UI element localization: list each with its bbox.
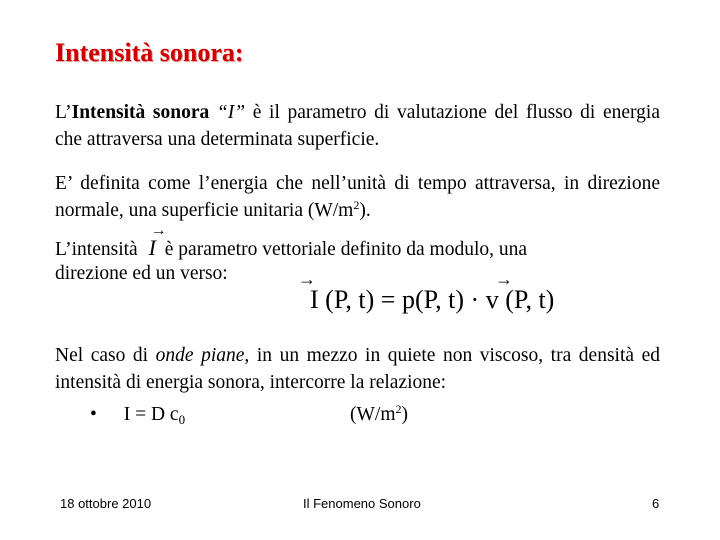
definition-paragraph: L’Intensità sonora “I” è il parametro di valutazione del flusso di energia che attraversa una determinata superficie. <box>55 102 660 150</box>
intensity-formula: → → I (P, t) = p(P, t) · v (P, t) <box>298 269 555 314</box>
bullet-equation: • I = D c0 <box>90 404 186 427</box>
vector-line-2: direzione ed un verso: <box>55 263 228 284</box>
bullet-marker: • <box>90 404 97 425</box>
term-intensita-sonora: Intensità sonora <box>71 102 210 123</box>
vector-arrow-icon: → <box>150 222 167 239</box>
plane-waves-paragraph: Nel caso di onde piane, in un mezzo in quiete non viscoso, tra densità ed intensità di energia sonora, intercorre la relazione: <box>55 345 660 393</box>
vector-i-symbol: → I <box>149 234 156 261</box>
footer-date: 18 ottobre 2010 <box>60 496 152 511</box>
footer-title: Il Fenomeno Sonoro <box>303 496 421 511</box>
symbol-i: “I” <box>216 102 246 123</box>
energy-paragraph: E’ definita come l’energia che nell’unità di tempo attraversa, in direzione normale, una superficie unitaria $(W/m^2)$. <box>55 173 660 221</box>
page-number: 6 <box>652 496 660 511</box>
equation-text: I = D c <box>123 404 179 425</box>
formula-arrow-icon-2: → <box>495 269 513 289</box>
vector-line: L’intensità → I è parametro vettoriale definito da modulo, una <box>55 234 527 263</box>
slide-title: Intensità sonora: <box>55 38 244 67</box>
equation-unit: $(W/m^2)$ <box>350 402 408 425</box>
formula-arrow-icon: → <box>298 269 316 289</box>
